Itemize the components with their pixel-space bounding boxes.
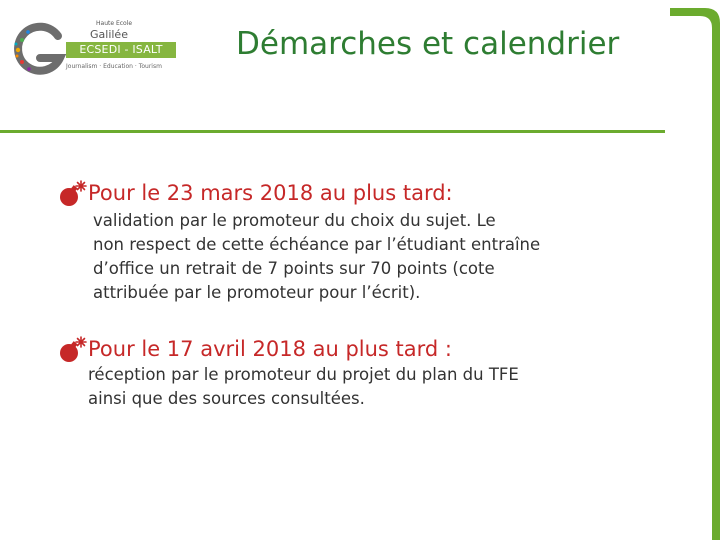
bullet-heading-1: Pour le 23 mars 2018 au plus tard: — [88, 181, 453, 205]
text-line: ainsi que des sources consultées. — [88, 389, 365, 408]
logo-g-icon — [10, 22, 70, 78]
bullet-item-1 — [58, 178, 453, 208]
text-line: validation par le promoteur du choix du sujet. Le — [93, 211, 496, 230]
slide-title: Démarches et calendrier — [236, 26, 620, 62]
bullet-body-2 — [88, 363, 648, 411]
logo-name: Galilée — [90, 28, 128, 41]
logo — [10, 18, 170, 78]
bullet-item-2 — [58, 334, 452, 364]
text-line: non respect de cette échéance par l’étudiant entraîne — [93, 235, 541, 254]
text-line: réception par le promoteur du projet du plan du TFE — [88, 365, 519, 384]
logo-tagline: Journalism · Education · Tourism — [66, 63, 162, 70]
text-line: d’office un retrait de 7 points sur 70 points (cote — [93, 259, 495, 278]
bullet-heading-2: Pour le 17 avril 2018 au plus tard : — [88, 337, 452, 361]
bomb-icon — [58, 178, 88, 208]
title-divider — [0, 130, 665, 133]
bullet-body-1 — [93, 209, 653, 305]
logo-banner: ECSEDI - ISALT — [66, 42, 176, 58]
text-line: attribuée par le promoteur pour l’écrit). — [93, 283, 421, 302]
bomb-icon — [58, 334, 88, 364]
green-border-decoration — [670, 8, 720, 540]
logo-school-label: Haute Ecole — [96, 20, 133, 27]
